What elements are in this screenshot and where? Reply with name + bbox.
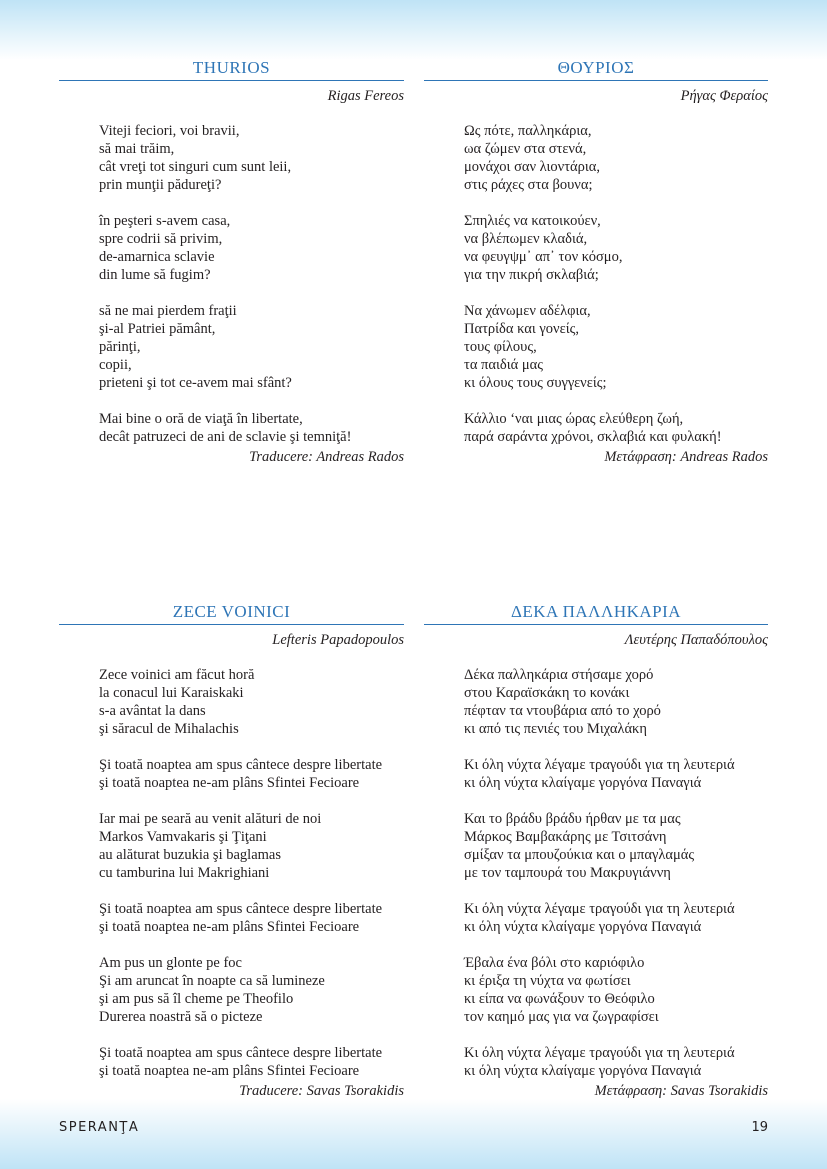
translator-credit: Traducere: Andreas Rados — [249, 449, 404, 465]
stanza — [99, 410, 404, 446]
verse-line: copii, — [99, 357, 132, 373]
stanza — [99, 756, 404, 792]
verse-line: Κι όλη νύχτα λέγαμε τραγούδι για τη λευτεριά — [464, 1045, 735, 1061]
verse-line: Markos Vamvakaris şi Ţiţani — [99, 829, 267, 845]
verse-line: κι από τις πενιές του Μιχαλάκη — [464, 721, 647, 737]
stanza — [99, 1044, 404, 1080]
verse-line: κι όλους τους συγγενείς; — [464, 375, 607, 391]
title-underline — [424, 624, 768, 625]
verse-line: Viteji feciori, voi bravii, — [99, 123, 240, 139]
verse-line: Μάρκος Βαμβακάρης με Τσιτσάνη — [464, 829, 667, 845]
verse-line: Ως πότε, παλληκάρια, — [464, 123, 592, 139]
stanza — [464, 212, 768, 284]
stanza — [99, 212, 404, 284]
stanza — [99, 302, 404, 392]
verse-line: τους φίλους, — [464, 339, 537, 355]
verse-line: να βλέπωμεν κλαδιά, — [464, 231, 588, 247]
verse-line: spre codrii să privim, — [99, 231, 223, 247]
poem-author: Lefteris Papadopoulos — [272, 632, 404, 648]
poem-title: THURIOS — [192, 58, 271, 77]
stanza — [99, 954, 404, 1026]
poem-author: Λευτέρης Παπαδόπουλος — [624, 632, 768, 648]
verse-line: părinţi, — [99, 339, 141, 355]
verse-line: cât vreţi tot singuri cum sunt leii, — [99, 159, 292, 175]
verse-line: Zece voinici am făcut horă — [99, 667, 255, 683]
verse-line: şi am pus să îl cheme pe Theofilo — [99, 991, 294, 1007]
title-underline — [59, 624, 404, 625]
stanza — [464, 810, 768, 882]
stanza — [99, 122, 404, 194]
verse-line: Mai bine o oră de viaţă în libertate, — [99, 411, 303, 427]
verse-line: de-amarnica sclavie — [99, 249, 215, 265]
verse-line: Am pus un glonte pe foc — [99, 955, 242, 971]
verse-line: κι έριξα τη νύχτα να φωτίσει — [464, 973, 631, 989]
stanza — [99, 810, 404, 882]
verse-line: ωα ζώμεν στα στενά, — [464, 141, 587, 157]
verse-line: Şi toată noaptea am spus cântece despre libertate — [99, 757, 383, 773]
stanza — [464, 900, 768, 936]
poem-thurios-romanian — [59, 57, 404, 466]
verse-line: σμίξαν τα μπουζούκια και ο μπαγλαμάς — [464, 847, 695, 863]
page-number: 19 — [751, 1120, 768, 1135]
verse-line: şi toată noaptea ne-am plâns Sfintei Fecioare — [99, 775, 360, 791]
verse-line: şi toată noaptea ne-am plâns Sfintei Fecioare — [99, 919, 360, 935]
stanza — [464, 756, 768, 792]
verse-line: Durerea noastră să o picteze — [99, 1009, 263, 1025]
stanza — [464, 122, 768, 194]
verse-line: prieteni şi tot ce-avem mai sfânt? — [99, 375, 292, 391]
verse-line: να φευγψμ᾽ απ᾽ τον κόσμο, — [464, 249, 623, 265]
verse-line: τον καημό μας για να ζωγραφίσει — [464, 1009, 659, 1025]
translator-credit: Μετάφραση: Savas Tsorakidis — [594, 1083, 768, 1099]
poem-author: Rigas Fereos — [327, 88, 404, 104]
verse-line: Κι όλη νύχτα λέγαμε τραγούδι για τη λευτεριά — [464, 901, 735, 917]
verse-line: s-a avântat la dans — [99, 703, 206, 719]
stanza — [464, 666, 768, 738]
poem-title: ΔΕΚΑ ΠΑΛΛΗΚΑΡΙΑ — [510, 602, 682, 621]
verse-line: πέφταν τα ντουβάρια από το χορό — [464, 703, 661, 719]
verse-line: Κι όλη νύχτα λέγαμε τραγούδι για τη λευτεριά — [464, 757, 735, 773]
poem-thourios-greek — [424, 57, 768, 466]
stanza — [464, 1044, 768, 1080]
poem-zece-voinici-romanian — [59, 601, 404, 1100]
verse-line: τα παιδιά μας — [464, 357, 543, 373]
poem-title: ΘΟΥΡΙΟΣ — [557, 58, 635, 77]
poem-body — [99, 666, 404, 1080]
verse-line: Να χάνωμεν αδέλφια, — [464, 303, 591, 319]
title-underline — [59, 80, 404, 81]
translator-credit: Μετάφραση: Andreas Rados — [604, 449, 768, 465]
verse-line: μονάχοι σαν λιοντάρια, — [464, 159, 601, 175]
poem-body — [464, 666, 768, 1080]
verse-line: şi toată noaptea ne-am plâns Sfintei Fecioare — [99, 1063, 360, 1079]
verse-line: să mai trăim, — [99, 141, 175, 157]
title-underline — [424, 80, 768, 81]
stanza — [99, 666, 404, 738]
verse-line: la conacul lui Karaiskaki — [99, 685, 244, 701]
verse-line: κι όλη νύχτα κλαίγαμε γοργόνα Παναγιά — [464, 1063, 702, 1079]
translator-credit: Traducere: Savas Tsorakidis — [239, 1083, 404, 1099]
verse-line: din lume să fugim? — [99, 267, 211, 283]
verse-line: Κάλλιο ‘ναι μιας ώρας ελεύθερη ζωή, — [464, 411, 684, 427]
verse-line: Şi toată noaptea am spus cântece despre libertate — [99, 1045, 383, 1061]
poem-body — [464, 122, 768, 446]
verse-line: κι είπα να φωνάξουν το Θεόφιλο — [464, 991, 655, 1007]
verse-line: cu tamburina lui Makrighiani — [99, 865, 270, 881]
verse-line: στου Καραϊσκάκη το κονάκι — [464, 685, 630, 701]
stanza — [464, 954, 768, 1026]
verse-line: Iar mai pe seară au venit alături de noi — [99, 811, 322, 827]
verse-line: Δέκα παλληκάρια στήσαμε χορό — [464, 667, 654, 683]
verse-line: au alăturat buzukia şi baglamas — [99, 847, 281, 863]
verse-line: în peşteri s-avem casa, — [99, 213, 231, 229]
verse-line: şi săracul de Mihalachis — [99, 721, 239, 737]
verse-line: decât patruzeci de ani de sclavie şi temniţă! — [99, 429, 352, 445]
verse-line: şi-al Patriei pământ, — [99, 321, 216, 337]
verse-line: με τον ταμπουρά του Μακρυγιάννη — [464, 865, 671, 881]
magazine-name: SPERANŢA — [59, 1120, 140, 1135]
top-gradient-band — [0, 0, 827, 60]
verse-line: Şi toată noaptea am spus cântece despre libertate — [99, 901, 383, 917]
stanza — [464, 410, 768, 446]
poem-body — [99, 122, 404, 446]
verse-line: Şi am aruncat în noapte ca să lumineze — [99, 973, 325, 989]
poem-title: ZECE VOINICI — [172, 602, 291, 621]
verse-line: Σπηλιές να κατοικούεν, — [464, 213, 601, 229]
poem-deka-pallikaria-greek — [424, 601, 768, 1100]
poem-author: Ρήγας Φεραίος — [680, 88, 768, 104]
stanza — [464, 302, 768, 392]
verse-line: για την πικρή σκλαβιά; — [464, 267, 599, 283]
verse-line: să ne mai pierdem fraţii — [99, 303, 237, 319]
verse-line: Πατρίδα και γονείς, — [464, 321, 579, 337]
verse-line: prin munţii pădureţi? — [99, 177, 222, 193]
verse-line: κι όλη νύχτα κλαίγαμε γοργόνα Παναγιά — [464, 775, 702, 791]
verse-line: στις ράχες στα βουνα; — [464, 177, 593, 193]
verse-line: Και το βράδυ βράδυ ήρθαν με τα μας — [464, 811, 681, 827]
verse-line: Έβαλα ένα βόλι στο καριόφιλο — [464, 955, 645, 971]
stanza — [99, 900, 404, 936]
verse-line: παρά σαράντα χρόνοι, σκλαβιά και φυλακή! — [464, 429, 722, 445]
verse-line: κι όλη νύχτα κλαίγαμε γοργόνα Παναγιά — [464, 919, 702, 935]
